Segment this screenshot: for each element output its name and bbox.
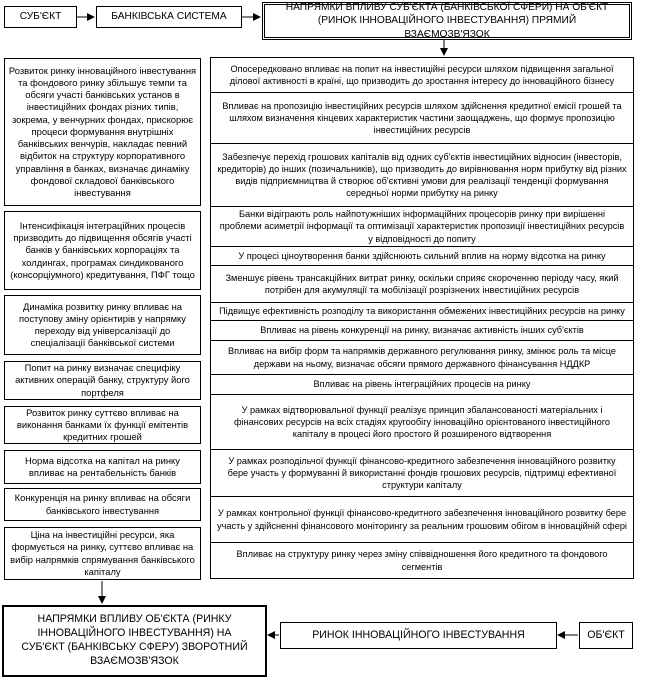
direct-effect-item: У рамках контрольної функції фінансово-кредитного забезпечення інноваційного розвитку бере участь у здійсненні фінансового моніторингу за реальним грошовим обігом в інноваційній сфері [217, 508, 627, 531]
direct-effect-item: Опосередковано впливає на попит на інвестиційні ресурси шляхом підвищення загальної ділової активності в країні, що призводить до зростання інтересу до інноваційного бізнесу [229, 63, 615, 86]
reverse-link-box [2, 605, 267, 677]
direct-effect-item: Зменшує рівень трансакційних витрат ринку, оскільки сприяє скороченню періоду часу, який потрібен для акумуляції та мобілізації розрізнених інвестиційних ресурсів [225, 272, 619, 295]
banking-system-box [96, 6, 242, 28]
reverse-effect-item: Норма відсотка на капітал на ринку впливає на рентабельність банків [25, 454, 180, 478]
direct-link-box [262, 2, 632, 40]
subject-box [4, 6, 77, 28]
direct-effect-item: Впливає на вибір форм та напрямків державного регулювання ринку, змінює роль та місце держави на ньому, визначає обсяги прямого державного фінансування НДДКР [228, 346, 616, 369]
direct-effect-item: Впливає на рівень інтеграційних процесів на ринку [313, 379, 531, 390]
market-label: РИНОК ІННОВАЦІЙНОГО ІНВЕСТУВАННЯ [312, 628, 525, 641]
reverse-effect-item: Динаміка розвитку ринку впливає на поступову зміну орієнтирів у напрямку переходу від універсалізації до спеціалізації банківської системи [19, 300, 186, 349]
reverse-effect-item: Попит на ринку визначає специфіку активних операцій банку, структуру його портфеля [15, 362, 190, 398]
reverse-effect-item: Розвиток ринку інноваційного інвестування та фондового ринку збільшує темпи та обсяги участі банківських установ в інвестиційних фондах різних типів, зокрема, у венчурних фондах, прискорює процеси формування внутрішніх банківських венчурів, накладає певний відбиток на структуру корпоративного управління в банках, визначає динаміку фондової складової банківського інвестування [8, 64, 197, 198]
object-label: ОБ'ЄКТ [587, 628, 625, 641]
reverse-effect-item: Конкуренція на ринку впливає на обсяги банківського інвестування [14, 492, 191, 516]
market-box [280, 622, 557, 649]
direct-effect-item: У рамках розподільчої функції фінансово-кредитного забезпечення інноваційного розвитку бере участь у формуванні й використанні фондів грошових ресурсів, підтримці ефективної структури капіталу [227, 455, 617, 491]
direct-effect-item: У процесі ціноутворення банки здійснюють сильний вплив на норму відсотка на ринку [238, 250, 606, 261]
reverse-effect-item: Розвиток ринку суттєво впливає на виконання банками їх функції емітентів кредитних грошей [16, 406, 189, 443]
subject-label: СУБ'ЄКТ [19, 11, 62, 23]
direct-effect-item: Впливає на рівень конкуренції на ринку, визначає активність інших суб'єктів [260, 325, 584, 336]
direct-effect-item: Банки відіграють роль найпотужніших інформаційних процесорів ринку при вирішенні проблеми асиметрії інформації та оптимізації характеристик пропозиції інвестиційних ресурсів у відповідності до попиту [219, 209, 625, 244]
direct-effect-item: У рамках відтворювальної функції реалізує принцип збалансованості матеріальних і фінансових ресурсів на всіх стадіях кругообігу інноваційно орієнтованого інвестиційного капіталу в процесі його простого й розширеного відтворення [233, 404, 610, 440]
direct-effect-item: Впливає на пропозицію інвестиційних ресурсів шляхом здійснення кредитної емісії грошей та шляхом визначення кінцевих характеристик частини заощаджень, що формує пропозицію інвестиційних ресурсів [222, 100, 622, 136]
reverse-effect-item: Ціна на інвестиційні ресурси, яка формується на ринку, суттєво впливає на вибір напрямків спрямування банківського капіталу [10, 529, 195, 577]
direct-effect-item: Підвищує ефективність розподілу та використання обмежених інвестиційних ресурсів на ринку [219, 306, 625, 317]
direct-effect-item: Забезпечує перехід грошових капіталів від одних суб'єктів інвестиційних відносин (інвесторів, кредиторів) до інших (позичальників), що призводить до вирівнювання норм прибутку від різних видів підприємництва й створює об'єктивні умови для реалізації тенденції формування середньої норми прибутку на ринку [217, 151, 627, 199]
banking-system-label: БАНКІВСЬКА СИСТЕМА [111, 11, 227, 23]
reverse-effect-item: Інтенсифікація інтеграційних процесів призводить до підвищення обсягів участі банків у банківських корпораціях та холдингах, програмах синдикованого (консорціумного) кредитування, ПФГ тощо [10, 219, 195, 280]
direct-link-label: НАПРЯМКИ ВПЛИВУ СУБ'ЄКТА (БАНКІВСЬКОЇ СФЕРИ) НА ОБ'ЄКТ (РИНОК ІННОВАЦІЙНОГО ІНВЕСТУВАННЯ) ПРЯМИЙ ВЗАЄМОЗВ'ЯЗОК [285, 2, 609, 40]
object-box [579, 622, 633, 649]
direct-effect-item: Впливає на структуру ринку через зміну співвідношення його кредитного та фондового сегментів [236, 549, 608, 572]
reverse-link-label: НАПРЯМКИ ВПЛИВУ ОБ'ЄКТА (РИНКУ ІННОВАЦІЙНОГО ІНВЕСТУВАННЯ) НА СУБ'ЄКТ (БАНКІВСЬКУ СФЕРУ) ЗВОРОТНИЙ ВЗАЄМОЗВ'ЯЗОК [21, 613, 248, 667]
